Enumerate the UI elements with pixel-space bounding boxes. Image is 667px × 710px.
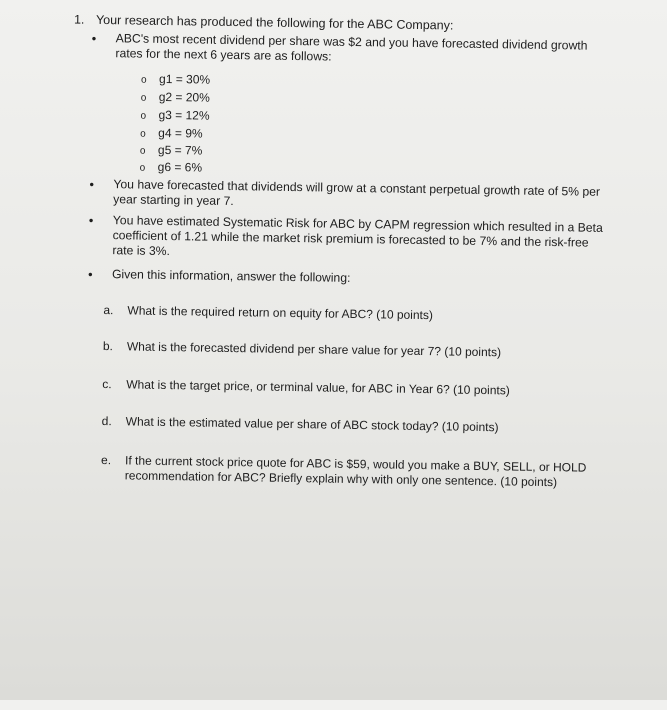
question-part-d	[102, 414, 622, 437]
growth-rate-item	[141, 90, 210, 105]
circle-bullet-icon: o	[140, 128, 146, 140]
growth-rate-item	[140, 160, 203, 175]
question-part-c	[102, 377, 622, 400]
circle-bullet-icon: o	[139, 162, 146, 174]
bullet-icon: •	[91, 30, 97, 46]
bullet-icon: •	[87, 266, 93, 282]
bullet-icon: •	[88, 212, 94, 228]
growth-rate-text: g4 = 9%	[158, 125, 203, 141]
bullet-text: You have estimated Systematic Risk for ABC by CAPM regression which resulted in a Beta coefficient of 1.21 while the market risk premium is forecasted to be 7% and the risk-free rate is 3%.	[112, 213, 603, 259]
growth-rate-item	[140, 143, 203, 158]
bullet-item	[91, 31, 611, 69]
part-text: What is the required return on equity for ABC? (10 points)	[127, 303, 434, 323]
growth-rate-text: g1 = 30%	[158, 71, 211, 87]
part-label: e.	[100, 453, 112, 468]
growth-rate-item	[140, 126, 203, 141]
growth-rate-text: g6 = 6%	[157, 159, 203, 175]
bullet-item	[89, 177, 609, 215]
part-label: c.	[102, 377, 112, 392]
part-label: a.	[103, 303, 114, 318]
part-text: If the current stock price quote for ABC is $59, would you make a BUY, SELL, or HOLD recommendation for ABC? Briefly explain why with only one sentence. (10 points)	[124, 453, 587, 490]
part-label: d.	[101, 414, 112, 429]
growth-rate-text: g5 = 7%	[157, 142, 203, 158]
growth-rate-text: g2 = 20%	[158, 89, 210, 105]
part-text: What is the forecasted dividend per share value for year 7? (10 points)	[126, 339, 502, 360]
bullet-text: You have forecasted that dividends will grow at a constant perpetual growth rate of 5% per year starting in year 7.	[113, 177, 601, 209]
bullet-item	[88, 213, 609, 266]
growth-rate-item	[140, 108, 209, 123]
bullet-item	[88, 267, 608, 290]
question-part-b	[103, 339, 623, 362]
bullet-icon: •	[89, 176, 95, 192]
circle-bullet-icon: o	[140, 110, 147, 122]
question-intro: Your research has produced the following for the ABC Company:	[95, 12, 454, 33]
circle-bullet-icon: o	[140, 92, 147, 104]
growth-rate-text: g3 = 12%	[158, 107, 210, 123]
part-text: What is the estimated value per share of ABC stock today? (10 points)	[125, 414, 499, 435]
part-text: What is the target price, or terminal value, for ABC in Year 6? (10 points)	[126, 377, 510, 398]
bullet-text: Given this information, answer the following:	[111, 267, 351, 285]
question-part-a	[103, 303, 623, 326]
circle-bullet-icon: o	[139, 145, 146, 157]
question-heading	[74, 13, 454, 33]
part-label: b.	[102, 339, 114, 354]
question-number: 1.	[73, 12, 85, 27]
bullet-text: ABC's most recent dividend per share was $2 and you have forecasted dividend growth rates for the next 6 years are as follows:	[115, 31, 588, 64]
circle-bullet-icon: o	[140, 74, 147, 86]
question-part-e	[101, 453, 621, 491]
growth-rate-item	[141, 72, 210, 87]
